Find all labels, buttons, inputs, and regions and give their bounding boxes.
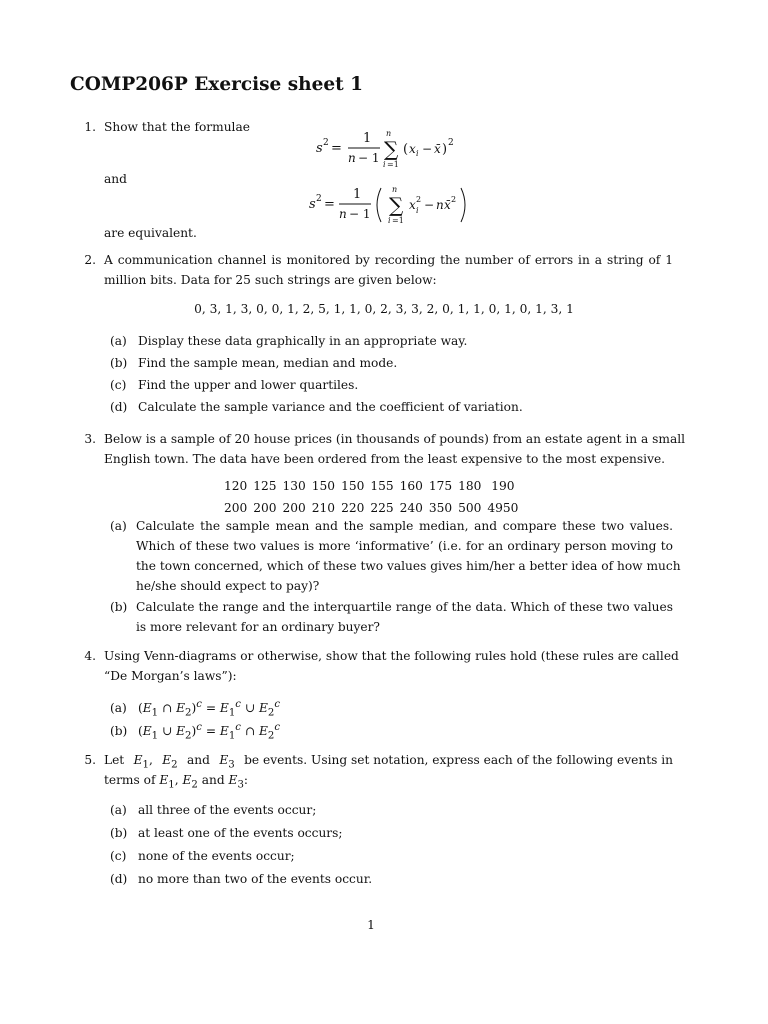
q2-part-a [110,333,467,349]
svg-text:− 1: − 1 [358,151,380,165]
q5-line-1-post: be events. Using set notation, express each of the following events in [244,753,673,767]
q1-formula-2 [293,180,483,234]
price-row-1 [221,475,521,497]
price-cell: 180 [458,479,482,493]
q5-line-2-pre: terms of [104,773,156,787]
svg-text:2: 2 [323,138,329,148]
svg-text:1: 1 [363,131,372,146]
price-cell: 160 [399,479,423,493]
svg-text:2: 2 [316,194,322,204]
q2-part-b-text: Find the sample mean, median and mode. [138,356,398,370]
q5-part-b-label: (b) [110,826,128,840]
q5-part-a-label: (a) [110,803,127,817]
q3-part-b-line-2: is more relevant for an ordinary buyer? [136,620,380,634]
q5-part-b [110,825,342,841]
price-cell: 240 [399,501,423,515]
q4-part-b-label: (b) [110,724,128,739]
q2-part-d-label: (d) [110,400,128,414]
price-cell: 150 [341,479,365,493]
price-row-2 [221,497,521,519]
q2-part-b [110,355,397,371]
q1-intro: Show that the formulae [104,120,250,134]
svg-text:∑: ∑ [389,193,404,217]
svg-text:i: i [416,149,419,158]
q2-part-a-text: Display these data graphically in an appropriate way. [138,334,468,348]
event-e1: $E_1$, [133,753,153,771]
q5-line-1-pre: Let [104,753,125,767]
q2-part-c-text: Find the upper and lower quartiles. [138,378,359,392]
svg-text:): ) [442,142,448,157]
q2-part-d-text: Calculate the sample variance and the coefficient of variation. [138,400,523,414]
svg-text:s: s [309,197,316,212]
svg-text:x̄: x̄ [444,198,451,212]
price-cell: 150 [311,479,336,493]
q3-part-a-line-3: the town concerned, which of these two values gives him/her a better idea of how much [136,559,681,573]
svg-text:i: i [383,160,386,169]
svg-text:− 1: − 1 [349,207,371,221]
svg-text:2: 2 [448,138,454,148]
price-cell: 4950 [487,501,519,515]
q2-line-1: A communication channel is monitored by recording the number of errors in a string of 1 [104,253,673,267]
svg-text:1: 1 [353,187,362,202]
price-cell: 350 [428,501,453,515]
event-e2: $E_2$ [162,753,178,771]
svg-text:−: − [424,198,435,212]
price-cell: 200 [282,501,306,515]
price-cell: 175 [428,479,453,493]
svg-text:s: s [316,141,323,156]
q2-part-b-label: (b) [110,356,128,370]
svg-text:2: 2 [451,195,457,204]
q5-part-d-text: no more than two of the events occur. [138,872,373,886]
de-morgan-law-2: ($E_1$ ∪ $E_2)^c = E_1^c$ ∩ $E_2^c$ [138,722,281,742]
q3-line-2: English town. The data have been ordered from the least expensive to the most expensive. [104,452,666,466]
q5-part-c [110,848,295,864]
q3-number: 3. [84,432,96,446]
q1-and: and [104,172,127,186]
q5-line-1 [104,752,673,773]
q3-part-b-line-1: Calculate the range and the interquartile range of the data. Which of these two values [136,600,673,614]
svg-text:x̄: x̄ [434,142,441,156]
q2-number: 2. [84,253,96,267]
q2-part-a-label: (a) [110,334,127,348]
svg-text:n: n [386,129,392,138]
svg-text:∑: ∑ [384,137,399,161]
event-e3: $E_3$ [219,753,235,771]
svg-text:n: n [339,207,347,221]
q4-line-1: Using Venn-diagrams or otherwise, show that the following rules hold (these rules are called [104,649,679,663]
q3-part-a-line-2: Which of these two values is more ‘informative’ (i.e. for an ordinary person moving to [136,539,673,553]
svg-text:x: x [409,198,416,212]
de-morgan-law-1: ($E_1$ ∩ $E_2)^c = E_1^c$ ∪ $E_2^c$ [138,699,281,719]
q3-part-b-label: (b) [110,600,128,614]
q4-part-b [110,720,280,745]
q3-line-1: Below is a sample of 20 house prices (in thousands of pounds) from an estate agent in a small [104,432,686,446]
price-cell: 225 [370,501,394,515]
q4-part-a [110,697,280,722]
price-cell: 220 [341,501,365,515]
page-title: COMP206P Exercise sheet 1 [70,74,364,95]
page-number: 1 [367,918,375,932]
q1-formula-1 [300,124,480,178]
q1-number: 1. [84,120,96,134]
price-cell: 130 [282,479,306,493]
svg-text:n: n [436,198,444,212]
price-cell: 155 [370,479,394,493]
q5-part-b-text: at least one of the events occurs; [138,826,343,840]
q5-line-1-mid: and [187,753,210,767]
svg-text:i: i [388,216,391,225]
svg-text:i: i [416,206,419,215]
svg-text:2: 2 [416,195,422,204]
q4-part-a-label: (a) [110,701,127,716]
q5-line-2-mid: and [201,773,225,787]
house-price-table [221,475,521,519]
q1-outro: are equivalent. [104,226,197,240]
svg-text:=1: =1 [392,216,404,225]
svg-text:n: n [392,185,398,194]
q5-part-a [110,802,316,818]
q3-part-a-label: (a) [110,519,127,533]
q2-part-d [110,399,523,415]
q3-part-a-line-1: Calculate the sample mean and the sample median, and compare these two values. [136,519,673,533]
price-cell: 210 [311,501,336,515]
svg-text:=: = [324,197,335,212]
svg-text:−: − [422,142,433,156]
q2-part-c [110,377,358,393]
svg-text:=: = [331,141,342,156]
q5-part-a-text: all three of the events occur; [138,803,317,817]
price-cell: 200 [253,501,277,515]
price-cell: 120 [224,479,248,493]
q5-part-d [110,871,372,887]
q5-part-d-label: (d) [110,872,128,886]
q4-number: 4. [84,649,96,663]
q4-line-2: “De Morgan’s laws”): [104,669,237,683]
price-cell: 200 [224,501,248,515]
q2-data-values: 0, 3, 1, 3, 0, 0, 1, 2, 5, 1, 1, 0, 2, 3, 3, 2, 0, 1, 1, 0, 1, 0, 1, 3, 1 [194,302,574,316]
q5-line-2: terms of $E_1$, $E_2$ and $E_3$: [104,773,249,791]
svg-text:=1: =1 [387,160,399,169]
q3-part-a-line-4: he/she should expect to pay)? [136,579,320,593]
price-cell: 500 [458,501,482,515]
q5-number: 5. [84,753,96,767]
svg-text:(: ( [403,142,409,157]
q2-line-2: million bits. Data for 25 such strings are given below: [104,273,437,287]
q5-part-c-label: (c) [110,849,127,863]
svg-text:x: x [409,142,416,156]
price-cell: 125 [253,479,277,493]
svg-text:n: n [348,151,356,165]
q5-part-c-text: none of the events occur; [138,849,295,863]
q2-part-c-label: (c) [110,378,127,392]
price-cell: 190 [491,479,515,493]
